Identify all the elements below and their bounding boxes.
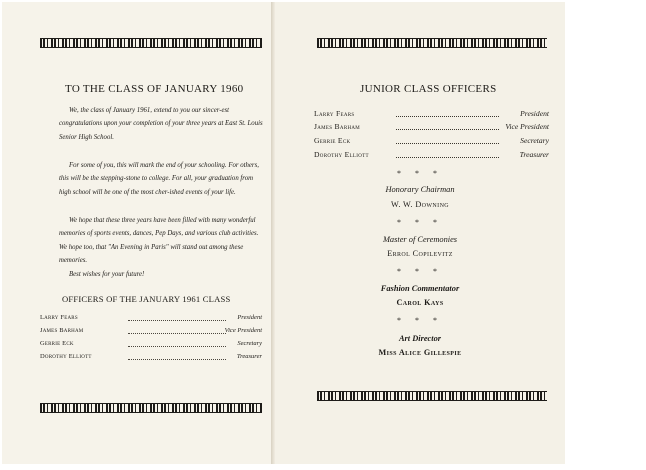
bottom-border-ornament	[317, 391, 547, 401]
officer-title: President	[237, 314, 262, 321]
junior-officers-title: JUNIOR CLASS OFFICERS	[360, 83, 497, 95]
paragraph-text: For some of you, this will mark the end of your schooling. For others, this will be the stepping-stone to college. For all, your graduation from high school will be one of the most cher-ished events of your life.	[59, 162, 259, 196]
officer-row	[40, 340, 262, 350]
role-title: Fashion Commentator	[380, 284, 460, 293]
officer-row	[314, 136, 549, 148]
officer-name: Dorothy Elliott	[40, 353, 92, 360]
dot-leader	[128, 320, 226, 321]
star-divider: * * *	[397, 218, 443, 227]
letter-title: TO THE CLASS OF JANUARY 1960	[65, 83, 244, 95]
role-person: Carol Kays	[396, 298, 444, 307]
dot-leader	[396, 157, 499, 158]
dot-leader	[396, 129, 499, 130]
officers-heading: OFFICERS OF THE JANUARY 1961 CLASS	[62, 294, 231, 304]
officer-row	[40, 327, 262, 337]
officer-row	[40, 314, 262, 324]
officer-title: Vice President	[505, 122, 549, 131]
role-title: Art Director	[398, 334, 442, 343]
officer-row	[40, 353, 262, 363]
dot-leader	[396, 143, 499, 144]
officer-name: Dorothy Elliott	[314, 150, 369, 159]
officer-row	[314, 109, 549, 121]
officer-name: Larry Fears	[40, 314, 78, 321]
dot-leader	[128, 333, 226, 334]
role-person: Miss Alice Gillespie	[378, 348, 462, 357]
star-divider: * * *	[397, 316, 443, 325]
officer-row	[314, 150, 549, 162]
officer-name: James Barham	[40, 327, 84, 334]
paragraph-2	[59, 159, 264, 199]
role-title: Master of Ceremonies	[382, 235, 458, 244]
officer-name: Larry Fears	[314, 109, 355, 118]
role-person: Errol Copilevitz	[387, 249, 453, 258]
paragraph-4	[59, 268, 264, 281]
left-page	[2, 2, 274, 464]
paragraph-3	[59, 214, 264, 267]
top-border-ornament	[317, 38, 547, 48]
officer-name: James Barham	[314, 122, 361, 131]
dot-leader	[396, 116, 499, 117]
officer-row	[314, 122, 549, 134]
officer-title: Treasurer	[519, 150, 549, 159]
role-person: W. W. Downing	[390, 200, 450, 209]
officer-title: Secretary	[237, 340, 262, 347]
officer-title: Vice President	[224, 327, 262, 334]
paragraph-text: We, the class of January 1961, extend to you our sincer-est congratulations upon your completion of your three years at East St. Louis Senior High School.	[59, 107, 263, 141]
paragraph-text: We hope that these three years have been filled with many wonderful memories of sports events, dances, Pep Days, and various club activities. We hope too, that "An Evening in Paris" will stand out among these memories.	[59, 217, 259, 264]
role-title: Honorary Chairman	[385, 185, 455, 194]
right-page	[275, 2, 565, 464]
dot-leader	[128, 359, 226, 360]
officer-title: Secretary	[520, 136, 549, 145]
paragraph-1	[59, 104, 264, 144]
officer-name: Gerrie Eck	[314, 136, 351, 145]
bottom-border-ornament	[40, 403, 262, 413]
officer-title: President	[520, 109, 549, 118]
top-border-ornament	[40, 38, 262, 48]
dot-leader	[128, 346, 226, 347]
officer-title: Treasurer	[236, 353, 262, 360]
officer-name: Gerrie Eck	[40, 340, 74, 347]
star-divider: * * *	[397, 267, 443, 276]
paragraph-text: Best wishes for your future!	[69, 271, 145, 278]
star-divider: * * *	[397, 169, 443, 178]
